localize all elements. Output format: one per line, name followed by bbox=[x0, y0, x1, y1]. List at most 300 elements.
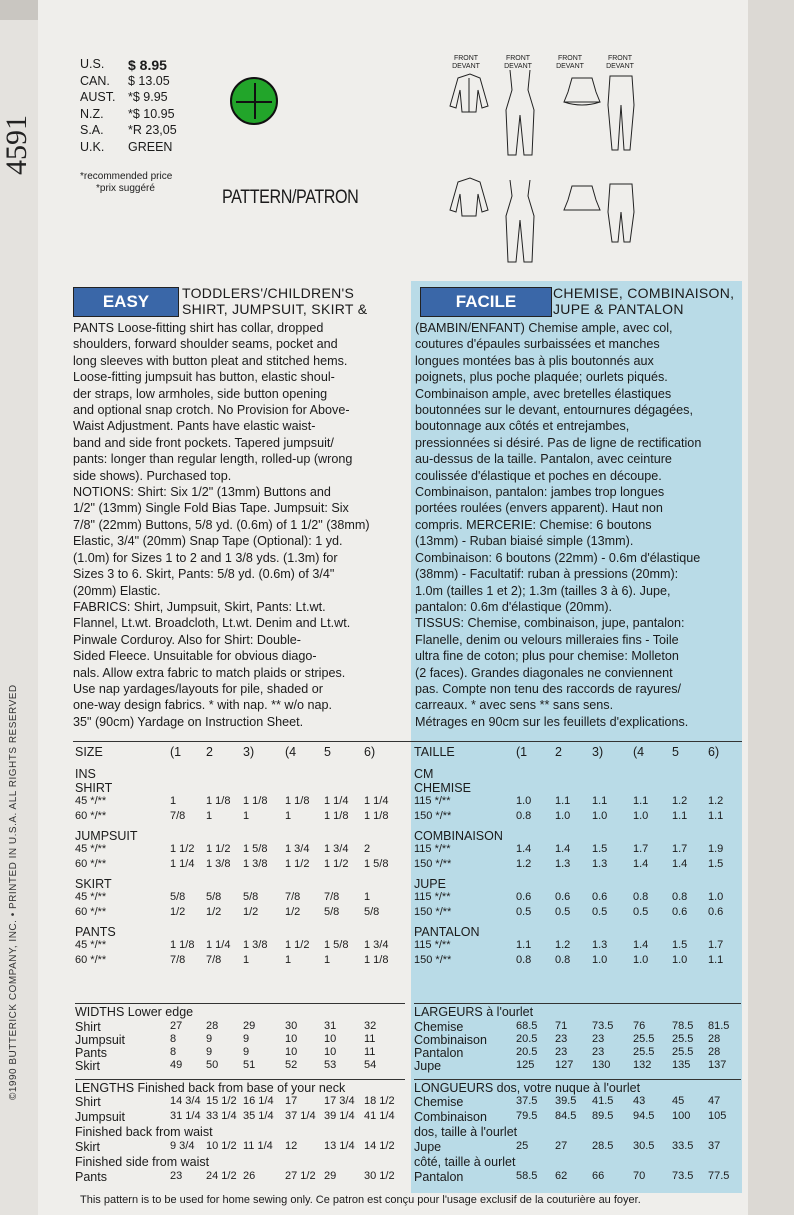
description-line: 1/2" (13mm) Single Fold Bias Tape. Jumpsuit: Six bbox=[73, 501, 349, 516]
yardage-value: 7/8 bbox=[170, 810, 186, 822]
length-value: 10 1/2 bbox=[206, 1140, 237, 1152]
length-value: 16 1/4 bbox=[243, 1095, 274, 1107]
length-value: 77.5 bbox=[708, 1170, 730, 1182]
width-value: 25.5 bbox=[633, 1033, 655, 1045]
yardage-value: 1.1 bbox=[708, 954, 724, 966]
price-value: GREEN bbox=[128, 139, 173, 154]
length-value: 25 bbox=[516, 1140, 529, 1152]
yardage-value: 1/2 bbox=[243, 906, 259, 918]
width-value: 81.5 bbox=[708, 1020, 730, 1032]
width-value: 27 bbox=[170, 1020, 183, 1032]
yardage-value: 1 bbox=[206, 810, 213, 822]
length-value: 31 1/4 bbox=[170, 1110, 201, 1122]
width-value: 9 bbox=[243, 1046, 250, 1058]
row-label: 45 */** bbox=[75, 891, 107, 903]
section-label: JUPE bbox=[414, 877, 446, 891]
width-value: 30 bbox=[285, 1020, 298, 1032]
yardage-value: 7/8 bbox=[324, 891, 340, 903]
description-line: der straps, low armholes, side button opening bbox=[73, 386, 328, 401]
yardage-value: 1 1/2 bbox=[324, 858, 349, 870]
yardage-value: 1 1/2 bbox=[285, 939, 310, 951]
size-heading: (1 bbox=[516, 745, 528, 759]
yardage-value: 1 1/8 bbox=[206, 795, 231, 807]
size-label: SIZE bbox=[75, 745, 103, 759]
width-value: 29 bbox=[243, 1020, 256, 1032]
yardage-value: 1 1/4 bbox=[324, 795, 349, 807]
yardage-value: 1.1 bbox=[708, 810, 724, 822]
size-label: TAILLE bbox=[414, 745, 455, 759]
yardage-value: 1.7 bbox=[672, 843, 688, 855]
section-label: SKIRT bbox=[75, 877, 112, 891]
length-value: 58.5 bbox=[516, 1170, 538, 1182]
row-label: 60 */** bbox=[75, 858, 107, 870]
yardage-value: 1 5/8 bbox=[324, 939, 349, 951]
yardage-value: 1 1/2 bbox=[285, 858, 310, 870]
table-top-rule bbox=[73, 741, 742, 742]
yardage-value: 1 1/4 bbox=[364, 795, 389, 807]
front-label: FRONT DEVANT bbox=[556, 55, 584, 70]
size-heading: 5 bbox=[324, 745, 331, 759]
yardage-value: 1.2 bbox=[708, 795, 724, 807]
description-line: compris. MERCERIE: Chemise: 6 boutons bbox=[415, 517, 652, 532]
description-line: Combinaison: 6 boutons (22mm) - 0.6m d'élastique bbox=[415, 550, 701, 565]
yardage-value: 5/8 bbox=[364, 906, 380, 918]
description-line: Loose-fitting jumpsuit has button, elastic shoul- bbox=[73, 370, 335, 385]
yardage-value: 0.6 bbox=[516, 891, 532, 903]
price-country: CAN. bbox=[80, 73, 110, 88]
yardage-value: 1.5 bbox=[708, 858, 724, 870]
width-value: 9 bbox=[206, 1046, 213, 1058]
yardage-value: 0.8 bbox=[555, 954, 571, 966]
description-line: boutonnées sur le devant, entournures dégagées, bbox=[415, 403, 693, 418]
description-line: Sided Fleece. Unsuitable for obvious diago- bbox=[73, 649, 317, 664]
width-value: 76 bbox=[633, 1020, 646, 1032]
size-heading: 3) bbox=[592, 745, 604, 759]
yardage-value: 0.5 bbox=[592, 906, 608, 918]
price-value: $ 13.05 bbox=[128, 73, 170, 88]
yardage-value: 1 1/8 bbox=[285, 795, 310, 807]
copyright-side-text: ©1990 BUTTERICK COMPANY, INC. • PRINTED IN U.S.A. ALL RIGHTS RESERVED bbox=[8, 684, 19, 1100]
description-line: pressionnées si désiré. Pas de ligne de rectification bbox=[415, 435, 702, 450]
width-value: 71 bbox=[555, 1020, 568, 1032]
yardage-value: 1.0 bbox=[555, 810, 571, 822]
width-value: 53 bbox=[324, 1059, 337, 1071]
price-row bbox=[80, 123, 220, 139]
width-value: 28 bbox=[708, 1046, 721, 1058]
yardage-value: 1.4 bbox=[633, 939, 649, 951]
lengths-title: LONGUEURS dos, votre nuque à l'ourlet bbox=[414, 1081, 641, 1095]
width-value: 9 bbox=[206, 1033, 213, 1045]
width-value: 28 bbox=[206, 1020, 219, 1032]
yardage-value: 1.0 bbox=[633, 954, 649, 966]
description-line: 35" (90cm) Yardage on Instruction Sheet. bbox=[73, 714, 304, 729]
yardage-value: 1 1/8 bbox=[324, 810, 349, 822]
width-value: 73.5 bbox=[592, 1020, 614, 1032]
length-value: 30.5 bbox=[633, 1140, 655, 1152]
yardage-value: 0.5 bbox=[516, 906, 532, 918]
size-heading: 6) bbox=[364, 745, 376, 759]
length-value: 70 bbox=[633, 1170, 646, 1182]
yardage-value: 1/2 bbox=[285, 906, 301, 918]
pattern-title: PATTERN/PATRON bbox=[222, 187, 359, 208]
description-line: pantalon: 0.6m d'élastique (20mm). bbox=[415, 599, 613, 614]
width-label: Shirt bbox=[75, 1020, 101, 1034]
row-label: 115 */** bbox=[414, 843, 451, 855]
description-line: longues montées bas à plis boutonnés aux bbox=[415, 353, 654, 368]
yardage-value: 1 3/8 bbox=[243, 939, 268, 951]
section-label: INS bbox=[75, 767, 96, 781]
yardage-value: 1.5 bbox=[672, 939, 688, 951]
length-value: 15 1/2 bbox=[206, 1095, 237, 1107]
widths-title: WIDTHS Lower edge bbox=[75, 1005, 194, 1019]
footer-note: This pattern is to be used for home sewing only. Ce patron est conçu pour l'usage exclusif de la couturière au foyer. bbox=[80, 1194, 641, 1206]
description-line: pas. Compte non tenu des raccords de rayures/ bbox=[415, 681, 682, 696]
width-value: 25.5 bbox=[633, 1046, 655, 1058]
yardage-value: 1 3/8 bbox=[243, 858, 268, 870]
section-label: CM bbox=[414, 767, 434, 781]
description-line: Flannel, Lt.wt. Broadcloth, Lt.wt. Denim and Lt.wt. bbox=[73, 616, 351, 631]
length-value: 41 1/4 bbox=[364, 1110, 395, 1122]
length-value: 89.5 bbox=[592, 1110, 614, 1122]
length-value: 23 bbox=[170, 1170, 183, 1182]
description-line: Métrages en 90cm sur les feuillets d'explications. bbox=[415, 714, 689, 729]
yardage-value: 1 bbox=[364, 891, 371, 903]
width-label: Pants bbox=[75, 1046, 107, 1060]
width-value: 20.5 bbox=[516, 1033, 538, 1045]
yardage-value: 0.5 bbox=[555, 906, 571, 918]
yardage-value: 1.0 bbox=[592, 810, 608, 822]
description-line: 7/8" (22mm) Buttons, 5/8 yd. (0.6m) of 1 1/2" (38mm) bbox=[73, 517, 370, 532]
description-line: Elastic, 3/4" (20mm) Snap Tape (Optional): 1 yd. bbox=[73, 534, 343, 549]
width-value: 28 bbox=[708, 1033, 721, 1045]
description-line: coutures d'épaules surbaissées et manches bbox=[415, 337, 660, 352]
width-value: 50 bbox=[206, 1059, 219, 1071]
section-label: PANTS bbox=[75, 925, 116, 939]
yardage-value: 1.1 bbox=[592, 795, 608, 807]
price-value: *R 23,05 bbox=[128, 123, 177, 137]
yardage-value: 1.5 bbox=[592, 843, 608, 855]
width-value: 8 bbox=[170, 1033, 177, 1045]
french-description bbox=[415, 320, 738, 730]
lengths-rule bbox=[75, 1079, 405, 1080]
width-value: 23 bbox=[592, 1033, 605, 1045]
yardage-value: 1 1/2 bbox=[206, 843, 231, 855]
description-line: 1.0m (tailles 1 et 2); 1.3m (tailles 3 à 6). Jupe, bbox=[415, 583, 671, 598]
length-value: 35 1/4 bbox=[243, 1110, 274, 1122]
yardage-value: 1 3/4 bbox=[285, 843, 310, 855]
length-value: 17 3/4 bbox=[324, 1095, 355, 1107]
description-line: Combinaison, pantalon: jambes trop longues bbox=[415, 485, 665, 500]
length-value: 39 1/4 bbox=[324, 1110, 355, 1122]
yardage-value: 0.8 bbox=[516, 954, 532, 966]
description-line: (38mm) - Facultatif: ruban à pressions (20mm): bbox=[415, 567, 679, 582]
length-label: Skirt bbox=[75, 1140, 100, 1154]
description-line: nals. Allow extra fabric to match plaids or stripes. bbox=[73, 665, 346, 680]
description-line: Flanelle, denim ou velours milleraies fins - Toile bbox=[415, 632, 679, 647]
yardage-value: 1.1 bbox=[516, 939, 532, 951]
row-label: 150 */** bbox=[414, 906, 452, 918]
section-label: JUMPSUIT bbox=[75, 829, 138, 843]
description-line: NOTIONS: Shirt: Six 1/2" (13mm) Buttons and bbox=[73, 485, 331, 500]
width-value: 11 bbox=[364, 1046, 376, 1058]
width-value: 49 bbox=[170, 1059, 183, 1071]
length-value: 27 1/2 bbox=[285, 1170, 316, 1182]
width-value: 25.5 bbox=[672, 1046, 694, 1058]
yardage-value: 0.6 bbox=[708, 906, 724, 918]
width-value: 132 bbox=[633, 1059, 652, 1071]
price-row bbox=[80, 90, 220, 106]
length-value: 39.5 bbox=[555, 1095, 577, 1107]
widths-title: LARGEURS à l'ourlet bbox=[414, 1005, 534, 1019]
yardage-value: 1 bbox=[324, 954, 331, 966]
width-value: 23 bbox=[555, 1033, 568, 1045]
length-value: 79.5 bbox=[516, 1110, 538, 1122]
english-heading: TODDLERS'/CHILDREN'S SHIRT, JUMPSUIT, SKIRT & bbox=[182, 285, 368, 317]
description-line: TISSUS: Chemise, combinaison, jupe, pantalon: bbox=[415, 616, 685, 631]
length-label: Chemise bbox=[414, 1095, 464, 1109]
yardage-value: 1 1/4 bbox=[206, 939, 231, 951]
yardage-value: 1.3 bbox=[555, 858, 571, 870]
yardage-value: 1 3/8 bbox=[206, 858, 231, 870]
yardage-value: 1 3/4 bbox=[364, 939, 389, 951]
description-line: (20mm) Elastic. bbox=[73, 583, 161, 598]
yardage-value: 1 bbox=[285, 810, 292, 822]
french-heading: CHEMISE, COMBINAISON, JUPE & PANTALON bbox=[553, 285, 735, 317]
yardage-value: 1.9 bbox=[708, 843, 724, 855]
yardage-value: 1 5/8 bbox=[364, 858, 389, 870]
yardage-value: 1.7 bbox=[633, 843, 649, 855]
row-label: 45 */** bbox=[75, 939, 107, 951]
yardage-value: 1.1 bbox=[633, 795, 649, 807]
length-label: Jupe bbox=[414, 1140, 442, 1154]
description-line: Combinaison ample, avec bretelles élastiques bbox=[415, 386, 672, 401]
length-value: 33 1/4 bbox=[206, 1110, 237, 1122]
row-label: 60 */** bbox=[75, 954, 107, 966]
size-heading: 6) bbox=[708, 745, 720, 759]
width-label: Combinaison bbox=[414, 1033, 487, 1047]
description-line: shoulders, forward shoulder seams, pocket and bbox=[73, 337, 338, 352]
length-label: Combinaison bbox=[414, 1110, 487, 1124]
yardage-value: 7/8 bbox=[206, 954, 222, 966]
easy-green-dot-icon bbox=[230, 77, 278, 125]
price-row bbox=[80, 140, 220, 156]
length-subheading: Finished back from waist bbox=[75, 1125, 213, 1139]
yardage-value: 1.0 bbox=[592, 954, 608, 966]
width-value: 9 bbox=[243, 1033, 250, 1045]
width-label: Jupe bbox=[414, 1059, 442, 1073]
row-label: 60 */** bbox=[75, 810, 107, 822]
length-value: 26 bbox=[243, 1170, 256, 1182]
width-label: Pantalon bbox=[414, 1046, 464, 1060]
description-line: (BAMBIN/ENFANT) Chemise ample, avec col, bbox=[415, 321, 673, 335]
section-label: SHIRT bbox=[75, 781, 113, 795]
length-value: 41.5 bbox=[592, 1095, 614, 1107]
yardage-value: 1.3 bbox=[592, 939, 608, 951]
yardage-value: 0.5 bbox=[633, 906, 649, 918]
price-note-fr: *prix suggéré bbox=[96, 183, 155, 194]
description-line: FABRICS: Shirt, Jumpsuit, Skirt, Pants: Lt.wt. bbox=[73, 599, 326, 614]
yardage-value: 0.8 bbox=[633, 891, 649, 903]
garment-line-drawings bbox=[440, 50, 660, 275]
yardage-value: 1/2 bbox=[206, 906, 222, 918]
description-line: long sleeves with button pleat and stitched hems. bbox=[73, 353, 348, 368]
description-line: ultra fine de coton; plus pour chemise: Molleton bbox=[415, 649, 679, 664]
widths-rule bbox=[75, 1003, 405, 1004]
price-row bbox=[80, 107, 220, 123]
description-line: Use nap yardages/layouts for pile, shaded or bbox=[73, 681, 323, 696]
price-value: *$ 10.95 bbox=[128, 106, 175, 121]
length-value: 14 1/2 bbox=[364, 1140, 395, 1152]
widths-rule bbox=[414, 1003, 741, 1004]
length-value: 47 bbox=[708, 1095, 721, 1107]
size-heading: 2 bbox=[555, 745, 562, 759]
description-line: one-way design fabrics. * with nap. ** w/o nap. bbox=[73, 698, 333, 713]
front-label: FRONT DEVANT bbox=[504, 55, 532, 70]
price-country: U.S. bbox=[80, 57, 105, 71]
row-label: 45 */** bbox=[75, 795, 107, 807]
width-label: Jumpsuit bbox=[75, 1033, 126, 1047]
row-label: 45 */** bbox=[75, 843, 107, 855]
row-label: 150 */** bbox=[414, 810, 452, 822]
section-label: CHEMISE bbox=[414, 781, 471, 795]
yardage-value: 1 1/8 bbox=[243, 795, 268, 807]
yardage-value: 1.3 bbox=[592, 858, 608, 870]
envelope-right-edge bbox=[748, 0, 794, 1215]
description-line: poignets, plus poche plaquée; ourlets piqués. bbox=[415, 370, 668, 385]
width-value: 25.5 bbox=[672, 1033, 694, 1045]
section-label: PANTALON bbox=[414, 925, 480, 939]
yardage-value: 1.4 bbox=[555, 843, 571, 855]
section-label: COMBINAISON bbox=[414, 829, 503, 843]
description-line: Waist Adjustment. Pants have elastic waist- bbox=[73, 419, 316, 434]
price-value: $ 8.95 bbox=[128, 57, 167, 73]
yardage-value: 1.4 bbox=[633, 858, 649, 870]
yardage-value: 7/8 bbox=[170, 954, 186, 966]
width-label: Chemise bbox=[414, 1020, 464, 1034]
pattern-number: 4591 bbox=[0, 115, 33, 175]
description-line: Sizes 3 to 6. Skirt, Pants: 5/8 yd. (0.6m) of 3/4" bbox=[73, 567, 335, 582]
length-value: 43 bbox=[633, 1095, 646, 1107]
length-value: 12 bbox=[285, 1140, 298, 1152]
length-value: 14 3/4 bbox=[170, 1095, 201, 1107]
width-value: 31 bbox=[324, 1020, 337, 1032]
width-value: 125 bbox=[516, 1059, 535, 1071]
length-value: 66 bbox=[592, 1170, 605, 1182]
yardage-value: 1.1 bbox=[555, 795, 571, 807]
size-heading: (1 bbox=[170, 745, 182, 759]
yardage-value: 1.0 bbox=[672, 954, 688, 966]
yardage-value: 1.0 bbox=[633, 810, 649, 822]
english-description bbox=[73, 320, 391, 730]
yardage-value: 0.6 bbox=[672, 906, 688, 918]
length-value: 33.5 bbox=[672, 1140, 694, 1152]
yardage-value: 1 bbox=[243, 954, 250, 966]
yardage-value: 1.4 bbox=[672, 858, 688, 870]
yardage-value: 1.1 bbox=[672, 810, 688, 822]
size-heading: 2 bbox=[206, 745, 213, 759]
length-value: 105 bbox=[708, 1110, 727, 1122]
description-line: PANTS Loose-fitting shirt has collar, dropped bbox=[73, 321, 324, 335]
yardage-value: 1/2 bbox=[170, 906, 186, 918]
length-value: 37 1/4 bbox=[285, 1110, 316, 1122]
length-value: 24 1/2 bbox=[206, 1170, 237, 1182]
width-value: 23 bbox=[555, 1046, 568, 1058]
yardage-value: 1 3/4 bbox=[324, 843, 349, 855]
size-heading: (4 bbox=[285, 745, 297, 759]
price-note: *recommended price bbox=[80, 171, 173, 182]
length-label: Shirt bbox=[75, 1095, 101, 1109]
price-country: U.K. bbox=[80, 139, 105, 154]
price-country: N.Z. bbox=[80, 106, 104, 121]
description-line: au-dessus de la taille. Pantalon, avec ceinture bbox=[415, 452, 672, 467]
description-line: and optional snap crotch. No Provision for Above- bbox=[73, 403, 350, 418]
price-value: *$ 9.95 bbox=[128, 90, 168, 104]
yardage-value: 1.2 bbox=[555, 939, 571, 951]
width-value: 20.5 bbox=[516, 1046, 538, 1058]
width-value: 130 bbox=[592, 1059, 611, 1071]
length-value: 17 bbox=[285, 1095, 298, 1107]
length-value: 73.5 bbox=[672, 1170, 694, 1182]
length-value: 29 bbox=[324, 1170, 337, 1182]
length-value: 37 bbox=[708, 1140, 721, 1152]
length-subheading: dos, taille à l'ourlet bbox=[414, 1125, 518, 1139]
length-value: 28.5 bbox=[592, 1140, 614, 1152]
width-value: 54 bbox=[364, 1059, 377, 1071]
length-value: 84.5 bbox=[555, 1110, 577, 1122]
front-label: FRONT DEVANT bbox=[452, 55, 480, 70]
yardage-value: 1 5/8 bbox=[243, 843, 268, 855]
length-value: 94.5 bbox=[633, 1110, 655, 1122]
price-row bbox=[80, 74, 220, 90]
yardage-value: 5/8 bbox=[243, 891, 259, 903]
description-line: (1.0m) for Sizes 1 to 2 and 1 3/8 yds. (1.3m) for bbox=[73, 550, 338, 565]
description-line: portées roulées (envers apparent). Haut non bbox=[415, 501, 663, 516]
facile-badge: FACILE bbox=[420, 287, 552, 317]
description-line: (13mm) - Ruban biaisé simple (13mm). bbox=[415, 534, 634, 549]
row-label: 115 */** bbox=[414, 939, 451, 951]
length-value: 30 1/2 bbox=[364, 1170, 395, 1182]
yardage-value: 1.2 bbox=[672, 795, 688, 807]
yardage-value: 1 bbox=[243, 810, 250, 822]
yardage-value: 1 1/8 bbox=[364, 954, 389, 966]
width-value: 68.5 bbox=[516, 1020, 538, 1032]
width-value: 10 bbox=[285, 1046, 298, 1058]
yardage-value: 1.0 bbox=[516, 795, 532, 807]
lengths-title: LENGTHS Finished back from base of your neck bbox=[75, 1081, 346, 1095]
yardage-value: 1 1/4 bbox=[170, 858, 195, 870]
yardage-value: 1 bbox=[285, 954, 292, 966]
length-label: Pantalon bbox=[414, 1170, 464, 1184]
size-heading: 5 bbox=[672, 745, 679, 759]
length-value: 13 1/4 bbox=[324, 1140, 355, 1152]
easy-badge: EASY bbox=[73, 287, 179, 317]
size-heading: 3) bbox=[243, 745, 255, 759]
width-label: Skirt bbox=[75, 1059, 100, 1073]
size-heading: (4 bbox=[633, 745, 645, 759]
length-subheading: côté, taille à ourlet bbox=[414, 1155, 516, 1169]
width-value: 23 bbox=[592, 1046, 605, 1058]
yardage-value: 5/8 bbox=[324, 906, 340, 918]
description-line: carreaux. * avec sens ** sans sens. bbox=[415, 698, 614, 713]
width-value: 10 bbox=[324, 1033, 337, 1045]
row-label: 115 */** bbox=[414, 795, 451, 807]
width-value: 10 bbox=[324, 1046, 337, 1058]
length-value: 62 bbox=[555, 1170, 568, 1182]
yardage-value: 5/8 bbox=[206, 891, 222, 903]
description-line: (2 faces). Grandes diagonales ne conviennent bbox=[415, 665, 673, 680]
price-country: AUST. bbox=[80, 90, 116, 104]
yardage-value: 1 1/8 bbox=[170, 939, 195, 951]
